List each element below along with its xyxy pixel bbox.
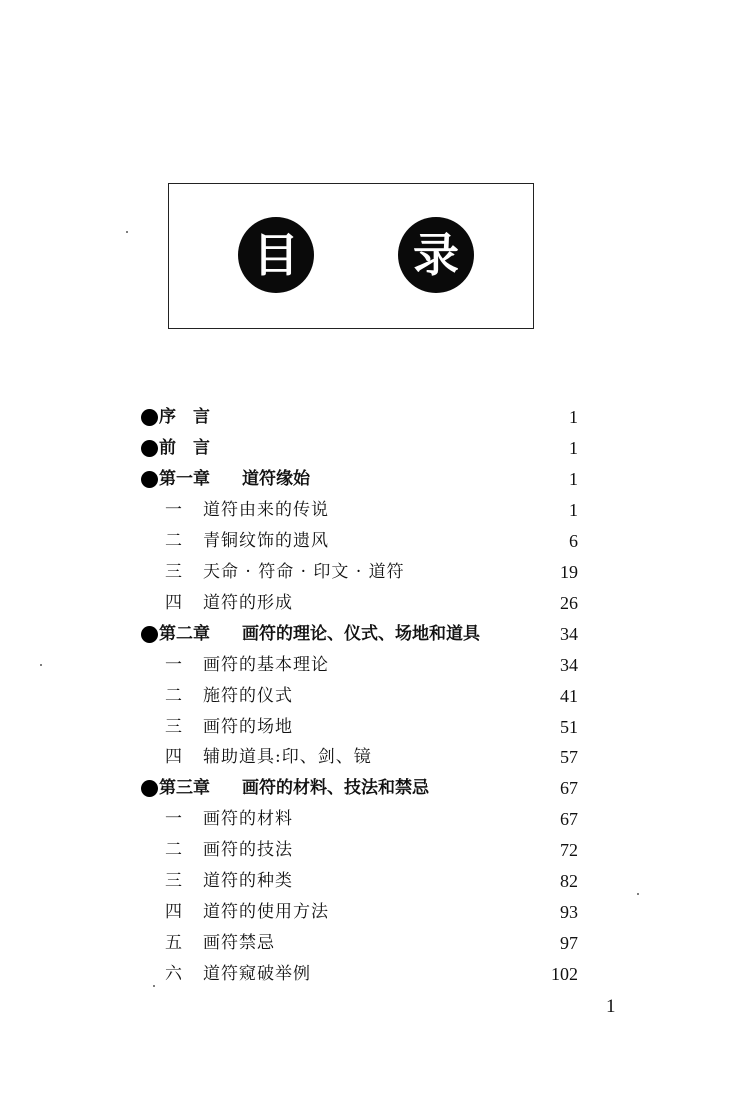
title-char-mu: 目 <box>238 217 314 293</box>
toc-section-row <box>0 557 750 587</box>
section-title: 画符的材料 <box>203 809 293 830</box>
toc-section-row <box>0 928 750 958</box>
scan-speck <box>637 893 639 895</box>
section-number: 二 <box>165 685 182 706</box>
toc-section-row <box>0 681 750 711</box>
section-number: 四 <box>165 902 182 923</box>
toc-page-number: 51 <box>560 716 578 737</box>
scan-speck <box>40 664 42 666</box>
toc-page-number: 93 <box>560 902 578 923</box>
section-title: 画符禁忌 <box>203 933 275 954</box>
toc-chapter-row <box>0 619 750 649</box>
toc-section-row <box>0 804 750 834</box>
toc-page-number: 1 <box>569 407 578 427</box>
toc-page-number: 1 <box>569 468 578 489</box>
section-number: 六 <box>165 964 182 985</box>
section-title: 天命 · 符命 · 印文 · 道符 <box>203 561 405 582</box>
chapter-label: 第二章 <box>159 623 210 644</box>
section-title: 道符的种类 <box>203 871 293 892</box>
toc-page-number: 41 <box>560 685 578 706</box>
chapter-label: 第一章 <box>159 468 210 489</box>
title-box <box>168 183 534 329</box>
section-title: 画符的技法 <box>203 840 293 861</box>
section-number: 一 <box>165 809 182 830</box>
toc-page-number: 6 <box>569 530 578 551</box>
toc-page-number: 67 <box>560 778 578 799</box>
bullet-icon <box>141 440 158 457</box>
title-char-lu: 录 <box>398 217 474 293</box>
chapter-label: 第三章 <box>159 778 210 799</box>
section-number: 二 <box>165 530 182 551</box>
toc-page-number: 26 <box>560 592 578 613</box>
section-number: 三 <box>165 561 182 582</box>
section-title: 辅助道具:印、剑、镜 <box>203 747 372 768</box>
toc-section-row <box>0 835 750 865</box>
toc-page-number: 57 <box>560 747 578 768</box>
bullet-icon <box>141 471 158 488</box>
toc-page-number: 19 <box>560 561 578 582</box>
toc-section-row <box>0 588 750 618</box>
scan-speck <box>126 231 128 233</box>
page-number: 1 <box>606 996 616 1017</box>
section-number: 五 <box>165 933 182 954</box>
chapter-title: 道符缘始 <box>242 468 310 489</box>
toc-page-number: 97 <box>560 933 578 954</box>
chapter-title: 画符的材料、技法和禁忌 <box>242 778 429 799</box>
toc-section-row <box>0 897 750 927</box>
section-number: 三 <box>165 716 182 737</box>
section-number: 一 <box>165 499 182 520</box>
chapter-label: 前 言 <box>159 437 210 458</box>
toc-page-number: 67 <box>560 809 578 830</box>
toc-page-number: 1 <box>569 499 578 520</box>
toc-page-number: 102 <box>551 964 578 985</box>
section-title: 施符的仪式 <box>203 685 293 706</box>
toc-chapter-row <box>0 402 750 432</box>
section-title: 道符窥破举例 <box>203 964 311 985</box>
scan-speck <box>153 985 155 987</box>
chapter-label: 序 言 <box>159 407 210 427</box>
toc-section-row <box>0 959 750 989</box>
chapter-title: 画符的理论、仪式、场地和道具 <box>242 623 480 644</box>
bullet-icon <box>141 780 158 797</box>
toc-page-number: 1 <box>569 437 578 458</box>
toc-page-number: 34 <box>560 654 578 675</box>
toc-section-row <box>0 742 750 772</box>
toc-section-row <box>0 495 750 525</box>
toc-page-number: 72 <box>560 840 578 861</box>
section-title: 青铜纹饰的遗风 <box>203 530 329 551</box>
section-number: 三 <box>165 871 182 892</box>
toc-section-row <box>0 712 750 742</box>
section-title: 道符的形成 <box>203 592 293 613</box>
section-number: 二 <box>165 840 182 861</box>
section-number: 四 <box>165 747 182 768</box>
section-number: 四 <box>165 592 182 613</box>
toc-section-row <box>0 650 750 680</box>
toc-section-row <box>0 526 750 556</box>
toc-chapter-row <box>0 464 750 494</box>
toc-page-number: 34 <box>560 623 578 644</box>
bullet-icon <box>141 626 158 643</box>
section-title: 画符的场地 <box>203 716 293 737</box>
section-title: 道符由来的传说 <box>203 499 329 520</box>
section-number: 一 <box>165 654 182 675</box>
toc-chapter-row <box>0 773 750 803</box>
toc-section-row <box>0 866 750 896</box>
toc-page-number: 82 <box>560 871 578 892</box>
section-title: 道符的使用方法 <box>203 902 329 923</box>
bullet-icon <box>141 409 158 426</box>
toc-chapter-row <box>0 433 750 463</box>
section-title: 画符的基本理论 <box>203 654 329 675</box>
